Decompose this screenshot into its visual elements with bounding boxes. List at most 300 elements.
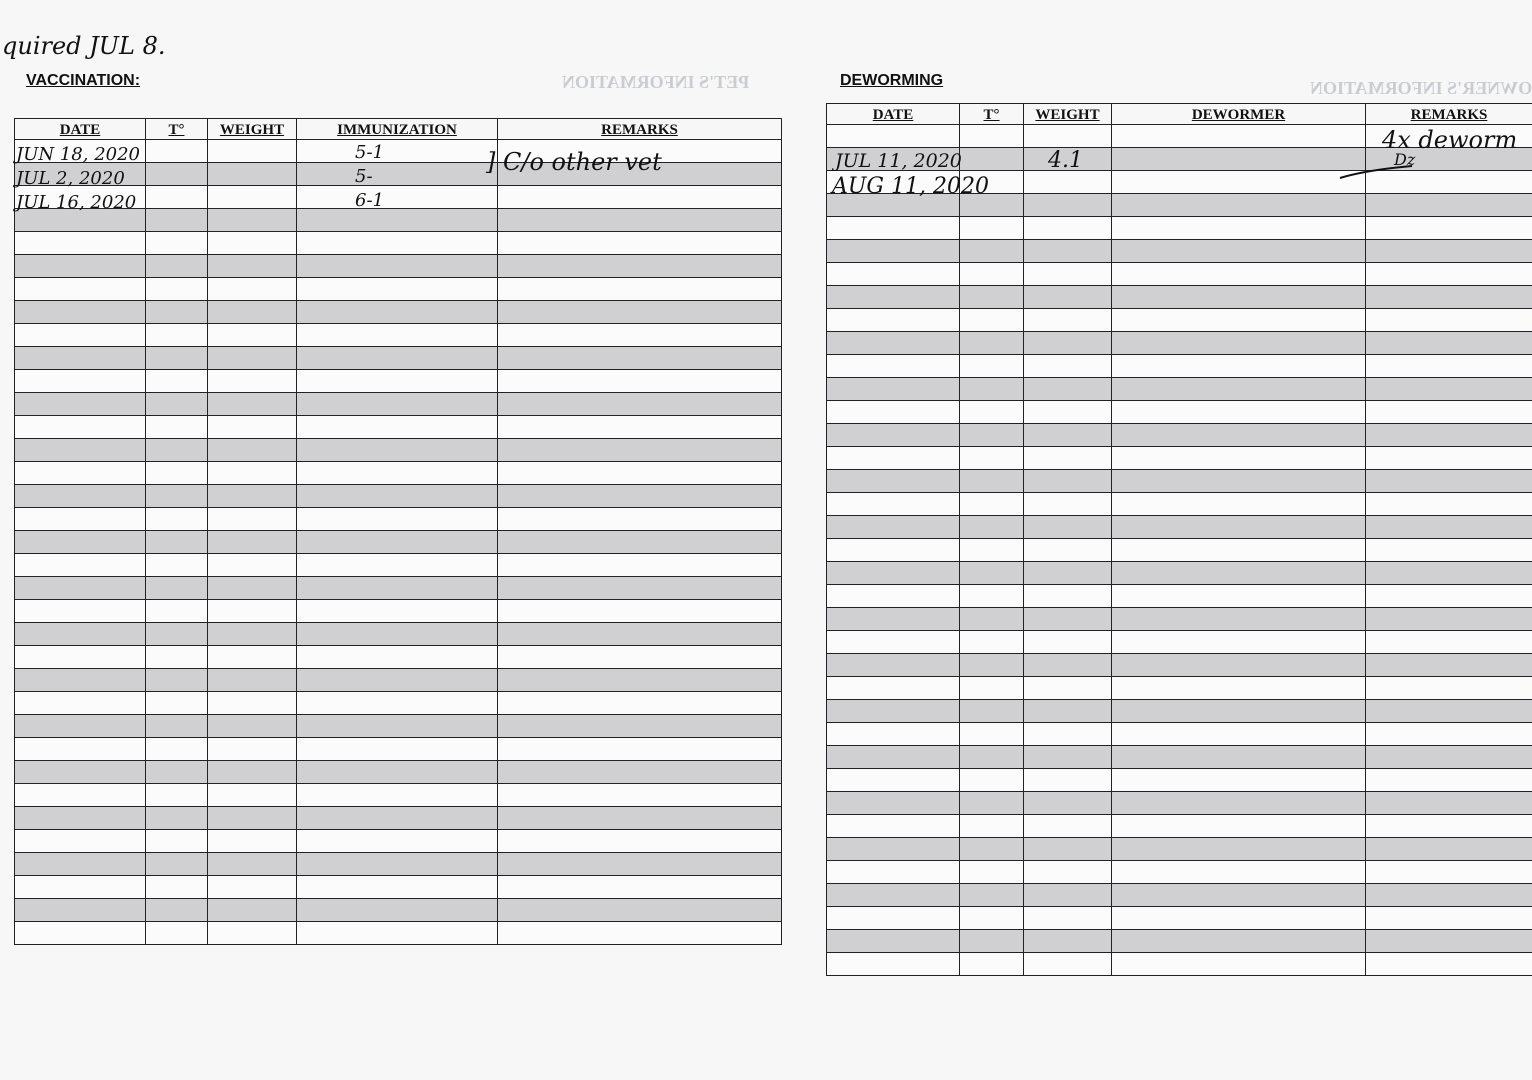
vaccination-table-cell	[15, 554, 146, 577]
vaccination-table-row	[15, 807, 782, 830]
deworming-table-row	[827, 240, 1532, 263]
vaccination-table-cell	[208, 416, 297, 439]
vaccination-table-cell	[498, 876, 782, 899]
deworming-table-cell	[1366, 953, 1532, 976]
deworming-table-cell	[1024, 171, 1112, 194]
vaccination-table-cell	[208, 209, 297, 232]
deworming-table-cell	[1112, 769, 1366, 792]
vaccination-table-cell	[208, 784, 297, 807]
deworming-table-cell	[1024, 263, 1112, 286]
vaccination-entry-3-date: JUL 16, 2020	[16, 192, 137, 213]
deworming-table-cell	[1024, 907, 1112, 930]
vaccination-table-row	[15, 577, 782, 600]
vaccination-table-cell	[208, 922, 297, 945]
deworming-table-cell	[1366, 585, 1532, 608]
deworming-table-cell	[1112, 792, 1366, 815]
deworming-table-cell	[1366, 194, 1532, 217]
vaccination-table-cell	[297, 301, 498, 324]
deworming-table-cell	[1366, 861, 1532, 884]
vaccination-table-cell	[297, 600, 498, 623]
vaccination-table-cell	[15, 761, 146, 784]
deworming-table-cell	[1366, 838, 1532, 861]
vaccination-table-row	[15, 462, 782, 485]
deworming-table-cell	[827, 815, 960, 838]
deworming-table-cell	[1112, 746, 1366, 769]
vaccination-table-row	[15, 623, 782, 646]
deworming-table-cell	[1366, 355, 1532, 378]
deworming-table-cell	[827, 309, 960, 332]
deworming-table-row	[827, 332, 1532, 355]
deworming-table-cell	[1024, 378, 1112, 401]
vaccination-table-row	[15, 669, 782, 692]
deworming-table-cell	[1112, 585, 1366, 608]
deworming-table-cell	[960, 355, 1024, 378]
deworming-table-row	[827, 953, 1532, 976]
vaccination-table-cell	[297, 393, 498, 416]
deworming-table-cell	[1366, 562, 1532, 585]
vaccination-table-cell	[208, 278, 297, 301]
vaccination-table-cell	[297, 807, 498, 830]
deworming-table-cell	[1024, 562, 1112, 585]
vaccination-table-cell	[297, 554, 498, 577]
deworming-table-row	[827, 631, 1532, 654]
vaccination-table-cell	[208, 347, 297, 370]
deworming-table-cell	[1366, 516, 1532, 539]
vaccination-table-cell	[208, 807, 297, 830]
deworming-table-cell	[1024, 424, 1112, 447]
vaccination-table-cell	[146, 278, 208, 301]
deworming-table-cell	[827, 608, 960, 631]
deworming-table-cell	[1366, 447, 1532, 470]
vaccination-table-cell	[15, 600, 146, 623]
deworming-table-cell	[1366, 424, 1532, 447]
deworming-table-cell	[1112, 355, 1366, 378]
vaccination-table-row	[15, 853, 782, 876]
vaccination-table-row	[15, 830, 782, 853]
deworming-table-cell	[960, 769, 1024, 792]
vaccination-table-cell	[146, 255, 208, 278]
vaccination-table-cell	[15, 508, 146, 531]
vaccination-table-cell	[146, 370, 208, 393]
deworming-table-cell	[960, 539, 1024, 562]
deworming-table-cell	[960, 562, 1024, 585]
vaccination-table-cell	[498, 761, 782, 784]
deworming-table-cell	[1024, 861, 1112, 884]
deworming-table-cell	[960, 401, 1024, 424]
vaccination-entry-3-immunization: 6-1	[355, 190, 384, 211]
deworming-table-row	[827, 838, 1532, 861]
vaccination-table-cell	[498, 899, 782, 922]
deworming-table-row	[827, 516, 1532, 539]
vaccination-header-immunization: IMMUNIZATION	[297, 119, 498, 140]
vaccination-table-cell	[208, 439, 297, 462]
vaccination-table-row	[15, 278, 782, 301]
deworming-table-row	[827, 424, 1532, 447]
handwritten-top-note: quired JUL 8.	[2, 32, 166, 60]
vaccination-table-row	[15, 692, 782, 715]
deworming-table-cell	[1366, 907, 1532, 930]
vaccination-table-cell	[208, 186, 297, 209]
deworming-table-cell	[960, 309, 1024, 332]
vaccination-table-cell	[15, 623, 146, 646]
deworming-table-cell	[1024, 217, 1112, 240]
vaccination-table	[14, 118, 782, 945]
vaccination-table-cell	[498, 301, 782, 324]
deworming-table-cell	[1112, 677, 1366, 700]
vaccination-table-cell	[498, 738, 782, 761]
vaccination-table-cell	[146, 692, 208, 715]
vaccination-table-cell	[297, 163, 498, 186]
vaccination-table-row	[15, 416, 782, 439]
vaccination-table-cell	[146, 761, 208, 784]
deworming-table-cell	[827, 953, 960, 976]
vaccination-table-cell	[208, 324, 297, 347]
vaccination-table-cell	[297, 439, 498, 462]
vaccination-table-cell	[15, 393, 146, 416]
deworming-table-cell	[960, 746, 1024, 769]
deworming-table-cell	[1366, 240, 1532, 263]
vaccination-table-row	[15, 600, 782, 623]
deworming-table-cell	[1024, 792, 1112, 815]
deworming-table-cell	[1112, 332, 1366, 355]
vaccination-table-cell	[208, 370, 297, 393]
deworming-table-row	[827, 654, 1532, 677]
vaccination-table-cell	[297, 922, 498, 945]
vaccination-table-row	[15, 531, 782, 554]
vaccination-table-cell	[498, 439, 782, 462]
deworming-table-cell	[1024, 930, 1112, 953]
deworming-table-cell	[827, 424, 960, 447]
deworming-table-cell	[1024, 332, 1112, 355]
vaccination-table-cell	[297, 508, 498, 531]
vaccination-table-cell	[208, 232, 297, 255]
vaccination-table-row	[15, 922, 782, 945]
vaccination-table-cell	[208, 853, 297, 876]
vaccination-table-cell	[297, 416, 498, 439]
deworming-table-cell	[1024, 677, 1112, 700]
vaccination-entry-1-immunization: 5-1	[355, 142, 384, 163]
vaccination-table-cell	[498, 830, 782, 853]
vaccination-table-cell	[498, 462, 782, 485]
vaccination-table-row	[15, 784, 782, 807]
deworming-table-cell	[827, 263, 960, 286]
vaccination-table-cell	[146, 416, 208, 439]
deworming-table-cell	[1366, 769, 1532, 792]
vaccination-table-cell	[208, 876, 297, 899]
deworming-table-cell	[1024, 838, 1112, 861]
vaccination-table-row	[15, 324, 782, 347]
vaccination-table-cell	[208, 600, 297, 623]
vaccination-table-cell	[15, 577, 146, 600]
vaccination-table-cell	[498, 807, 782, 830]
deworming-table-row	[827, 263, 1532, 286]
deworming-entry-2-remarks: Dz	[1394, 150, 1416, 169]
vaccination-table-row	[15, 439, 782, 462]
deworming-table-cell	[827, 378, 960, 401]
vaccination-table-cell	[15, 324, 146, 347]
deworming-table-row	[827, 746, 1532, 769]
vaccination-table-cell	[208, 531, 297, 554]
vaccination-table-row	[15, 347, 782, 370]
deworming-header-temp: T°	[960, 104, 1024, 125]
deworming-table-cell	[960, 700, 1024, 723]
vaccination-table-cell	[498, 577, 782, 600]
deworming-table-cell	[1366, 378, 1532, 401]
deworming-table-cell	[960, 608, 1024, 631]
vaccination-table-cell	[146, 347, 208, 370]
vaccination-table-cell	[208, 554, 297, 577]
deworming-table-cell	[960, 125, 1024, 148]
deworming-table-cell	[1366, 401, 1532, 424]
deworming-table-cell	[1112, 286, 1366, 309]
deworming-header-weight: WEIGHT	[1024, 104, 1112, 125]
vaccination-table-cell	[297, 485, 498, 508]
deworming-table-cell	[1112, 723, 1366, 746]
vaccination-table-cell	[15, 278, 146, 301]
vaccination-table-cell	[297, 531, 498, 554]
vaccination-table-cell	[208, 301, 297, 324]
vaccination-table-cell	[15, 255, 146, 278]
deworming-table-cell	[1112, 470, 1366, 493]
deworming-table-cell	[1024, 746, 1112, 769]
vaccination-table-cell	[297, 140, 498, 163]
deworming-table-cell	[827, 493, 960, 516]
deworming-table-cell	[1366, 700, 1532, 723]
deworming-table-row	[827, 861, 1532, 884]
vaccination-table-cell	[498, 692, 782, 715]
vaccination-table-row	[15, 715, 782, 738]
vaccination-table-cell	[15, 485, 146, 508]
deworming-table-cell	[1024, 447, 1112, 470]
deworming-table-row	[827, 700, 1532, 723]
vaccination-table-cell	[208, 393, 297, 416]
vaccination-table-cell	[146, 393, 208, 416]
vaccination-table-cell	[15, 922, 146, 945]
vaccination-table-cell	[297, 876, 498, 899]
vaccination-table-cell	[15, 853, 146, 876]
vaccination-table-cell	[208, 761, 297, 784]
vaccination-table-cell	[498, 600, 782, 623]
vaccination-header-remarks: REMARKS	[498, 119, 782, 140]
vaccination-table-cell	[146, 140, 208, 163]
deworming-table-row	[827, 447, 1532, 470]
deworming-table-cell	[827, 125, 960, 148]
deworming-table-cell	[1024, 884, 1112, 907]
deworming-table-cell	[1024, 470, 1112, 493]
deworming-table-row	[827, 884, 1532, 907]
deworming-table-cell	[1112, 194, 1366, 217]
deworming-table-cell	[960, 240, 1024, 263]
deworming-table-cell	[1112, 424, 1366, 447]
deworming-table-row	[827, 493, 1532, 516]
vaccination-table-cell	[146, 784, 208, 807]
vaccination-table-cell	[15, 876, 146, 899]
vaccination-entry-1-date: JUN 18, 2020	[16, 144, 141, 165]
deworming-table-cell	[960, 493, 1024, 516]
deworming-table-cell	[1112, 240, 1366, 263]
vaccination-table-row	[15, 163, 782, 186]
deworming-table-row	[827, 401, 1532, 424]
deworming-table-cell	[1024, 585, 1112, 608]
vaccination-table-cell	[498, 669, 782, 692]
deworming-table-cell	[827, 240, 960, 263]
vaccination-table-cell	[297, 692, 498, 715]
vaccination-header-weight: WEIGHT	[208, 119, 297, 140]
vaccination-table-row	[15, 255, 782, 278]
vaccination-table-cell	[208, 462, 297, 485]
deworming-table-cell	[827, 332, 960, 355]
deworming-table-row	[827, 378, 1532, 401]
deworming-table-cell	[1112, 493, 1366, 516]
vaccination-table-cell	[297, 278, 498, 301]
vaccination-table-cell	[498, 485, 782, 508]
vaccination-table-cell	[208, 899, 297, 922]
deworming-table-cell	[1366, 746, 1532, 769]
vaccination-table-cell	[297, 830, 498, 853]
vaccination-table-row	[15, 301, 782, 324]
vaccination-table-row	[15, 876, 782, 899]
vaccination-table-row	[15, 232, 782, 255]
vaccination-table-cell	[146, 209, 208, 232]
vaccination-table-cell	[498, 416, 782, 439]
deworming-table-cell	[960, 631, 1024, 654]
deworming-table-cell	[827, 769, 960, 792]
deworming-table-cell	[1366, 930, 1532, 953]
deworming-table-row	[827, 470, 1532, 493]
vaccination-table-cell	[297, 853, 498, 876]
deworming-table-cell	[1112, 700, 1366, 723]
deworming-table-cell	[1024, 493, 1112, 516]
vaccination-table-row	[15, 485, 782, 508]
deworming-table-cell	[1366, 539, 1532, 562]
deworming-table-row	[827, 355, 1532, 378]
vaccination-table-cell	[498, 784, 782, 807]
deworming-table-cell	[1366, 677, 1532, 700]
deworming-table-cell	[1024, 700, 1112, 723]
vaccination-table-row	[15, 554, 782, 577]
deworming-table-cell	[827, 631, 960, 654]
deworming-table-cell	[827, 562, 960, 585]
vaccination-table-cell	[498, 554, 782, 577]
deworming-table-cell	[960, 861, 1024, 884]
vaccination-table-cell	[146, 301, 208, 324]
deworming-table-cell	[1112, 263, 1366, 286]
vaccination-table-cell	[146, 738, 208, 761]
vaccination-table-row	[15, 370, 782, 393]
vaccination-table-cell	[15, 738, 146, 761]
vaccination-table-cell	[15, 347, 146, 370]
deworming-table-row	[827, 677, 1532, 700]
vaccination-table-cell	[146, 324, 208, 347]
deworming-table-cell	[827, 401, 960, 424]
deworming-table-cell	[1112, 378, 1366, 401]
deworming-table-cell	[1112, 907, 1366, 930]
vaccination-table-cell	[15, 715, 146, 738]
vaccination-table-cell	[15, 692, 146, 715]
vaccination-table-cell	[15, 646, 146, 669]
deworming-table-cell	[1366, 631, 1532, 654]
deworming-table-cell	[827, 861, 960, 884]
vaccination-table-cell	[498, 186, 782, 209]
deworming-table-cell	[827, 723, 960, 746]
vaccination-table-cell	[15, 232, 146, 255]
deworming-table-cell	[960, 884, 1024, 907]
vaccination-table-cell	[297, 462, 498, 485]
deworming-table-cell	[1366, 608, 1532, 631]
deworming-header-remarks: REMARKS	[1366, 104, 1532, 125]
vaccination-table-cell	[297, 577, 498, 600]
vaccination-header-row	[15, 119, 782, 140]
deworming-table-cell	[1366, 217, 1532, 240]
deworming-table-cell	[1024, 815, 1112, 838]
deworming-table-cell	[960, 907, 1024, 930]
deworming-table-cell	[827, 516, 960, 539]
vaccination-table-cell	[498, 623, 782, 646]
vaccination-table-cell	[297, 738, 498, 761]
deworming-entry-1-weight: 4.1	[1048, 148, 1083, 173]
deworming-header-row	[827, 104, 1532, 125]
deworming-entry-1-date: JUL 11, 2020	[835, 150, 962, 172]
deworming-table-cell	[1024, 654, 1112, 677]
deworming-table-cell	[960, 470, 1024, 493]
deworming-table-cell	[1024, 631, 1112, 654]
deworming-table-cell	[960, 585, 1024, 608]
vaccination-table-cell	[208, 669, 297, 692]
vaccination-table-cell	[297, 623, 498, 646]
vaccination-table-cell	[146, 899, 208, 922]
deworming-table-cell	[960, 930, 1024, 953]
deworming-header-date: DATE	[827, 104, 960, 125]
deworming-table-cell	[1112, 654, 1366, 677]
deworming-header-dewormer: DEWORMER	[1112, 104, 1366, 125]
remarks-pen-stroke	[1336, 160, 1416, 184]
vaccination-table-cell	[498, 531, 782, 554]
deworming-table-cell	[1112, 148, 1366, 171]
deworming-table-cell	[1112, 125, 1366, 148]
deworming-table-cell	[1024, 309, 1112, 332]
vaccination-table-cell	[297, 209, 498, 232]
vaccination-table-cell	[15, 301, 146, 324]
vaccination-table-cell	[146, 462, 208, 485]
vaccination-table-cell	[146, 531, 208, 554]
deworming-table-row	[827, 562, 1532, 585]
deworming-table-row	[827, 930, 1532, 953]
deworming-table-cell	[827, 838, 960, 861]
deworming-table-cell	[1024, 401, 1112, 424]
deworming-title: DEWORMING	[840, 72, 944, 89]
deworming-table-row	[827, 309, 1532, 332]
vaccination-table-cell	[146, 669, 208, 692]
deworming-table-cell	[1112, 631, 1366, 654]
vaccination-table-cell	[498, 232, 782, 255]
deworming-table-cell	[1366, 792, 1532, 815]
deworming-table-cell	[1112, 930, 1366, 953]
vaccination-table-cell	[15, 830, 146, 853]
deworming-table-cell	[960, 148, 1024, 171]
deworming-table-cell	[960, 286, 1024, 309]
vaccination-table-cell	[146, 623, 208, 646]
vaccination-table-cell	[297, 232, 498, 255]
vaccination-table-cell	[146, 715, 208, 738]
vaccination-table-cell	[146, 439, 208, 462]
deworming-table-cell	[1112, 953, 1366, 976]
deworming-table-cell	[960, 332, 1024, 355]
vaccination-table-cell	[15, 439, 146, 462]
vaccination-table-cell	[15, 899, 146, 922]
vaccination-table-cell	[498, 370, 782, 393]
vaccination-table-cell	[15, 531, 146, 554]
vaccination-table-cell	[297, 186, 498, 209]
